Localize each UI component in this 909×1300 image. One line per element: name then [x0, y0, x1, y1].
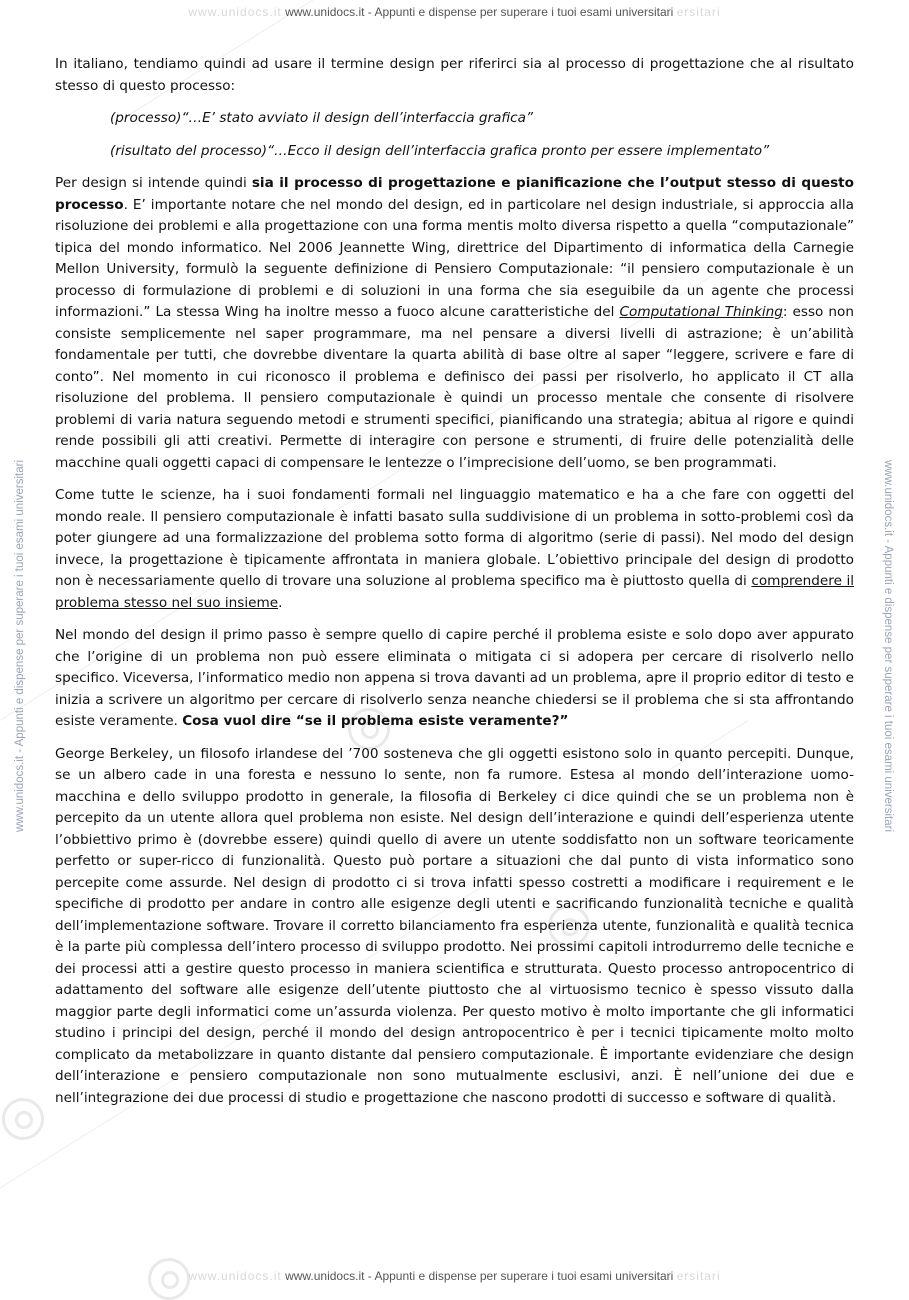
computational-thinking-term: Computational Thinking [619, 304, 783, 320]
paragraph-berkeley: George Berkeley, un filosofo irlandese del ’700 sosteneva che gli oggetti esistono solo in quanto percepiti. Dunque, se un albero cade in una foresta e nessuno lo sente, non fa rumore. Estesa al mondo dell’interazione uomo-macchina e dello sviluppo prodotto in generale, la filosofia di Berkeley ci dice quindi che se un problema non è percepito da un utente allora quel problema non esiste. Nel design dell’interazione e quindi dell’esperienza utente l’obbiettivo primo è (dovrebbe essere) quindi quello di avere un utente soddisfatto non un software teoricamente perfetto or super-ricco di funzionalità. Questo può portare a situazioni che dal punto di vista informatico sono percepite come assurde. Nel design di prodotto ci si trova infatti spesso costretti a modificare i requirement e le specifiche di prodotto per andare in contro alle esigenze degli utenti e sacrificando funzionalità tecniche e qualità dell’implementazione software. Trovare il corretto bilanciamento fra esperienza utente, funzionalità e qualità tecnica è la parte più complessa dell’intero processo di sviluppo prodotto. Nei prossimi capitoli introdurremo delle tecniche e dei processi atti a gestire questo processo in maniera scientifica e strutturata. Questo processo antropocentrico di adattamento del software alle esigenze dell’utente piuttosto che al virtuosismo tecnico è spesso vissuto dalla maggior parte degli informatici come un’assurda violenza. Per questo motivo è molto importante che gli informatici studino i principi del design, perché il mondo del design antropocentrico è per i tecnici tipicamente molto molto complicato da metabolizzare in quanto distante dal pensiero computazionale. È importante evidenziare che design dell’interazione e pensiero computazionale non sono mutualmente esclusivi, anzi. È nell’unione dei due e nell’integrazione dei due processi di studio e progettazione che nascono prodotti di successo e software di qualità. [55, 745, 854, 1106]
paragraph-text: . [278, 594, 283, 611]
paragraph-text: : esso non consiste semplicemente nel saper programmare, ma nel pensare a diversi livelli di astrazione; è un’abilità fondamentale per tutti, che dovrebbe diventare la quarta abilità di base oltre al saper “leggere, scrivere e fare di conto”. Nel momento in cui riconosco il problema e definisco dei passi per risolverlo, ho applicato il CT alla risoluzione del problema. Il pensiero computazionale è quindi un processo mentale che consente di risolvere problemi di varia natura seguendo metodi e strumenti specifici, pianificando una strategia; abitua al rigore e quindi rende possibili gli atti creativi. Permette di interagire con persone e strumenti, di fruire delle potenzialità delle macchine quali oggetti capaci di compensare le lentezze o l’imprecisione dell’uomo, se ben programmati. [55, 304, 854, 471]
paragraph-text: . E’ importante notare che nel mondo del design, ed in particolare nel design industriale, si approccia alla risoluzione dei problemi e alla progettazione con una forma mentis molto diversa rispetto a quella “computazionale” tipica del mondo informatico. Nel 2006 Jeannette Wing, direttrice del Dipartimento di informatica della Carnegie Mellon University, formulò la seguente definizione di Pensiero Computazionale: “il pensiero computazionale è un processo di formulazione di problemi e di soluzioni in una forma che sia eseguibile da un agente che processi informazioni.” La stessa Wing ha inoltre messo a fuoco alcune caratteristiche del [55, 196, 854, 320]
paragraph-computational-thinking [55, 173, 854, 474]
document-body [55, 54, 854, 1120]
watermark-footer [0, 1269, 909, 1283]
bold-definition: sia il processo di progettazione e pianificazione che l’output stesso di questo processo [55, 175, 854, 213]
paragraph-design-first-step [55, 625, 854, 733]
watermark-ghost-text: www.unidocs.it [188, 5, 282, 19]
watermark-side-left: www.unidocs.it - Appunti e dispense per superare i tuoi esami universitari [14, 459, 26, 833]
watermark-logo-icon [2, 1098, 44, 1140]
watermark-ghost-text: www.unidocs.it [188, 1269, 282, 1283]
paragraph-text: Per design si intende quindi [55, 175, 252, 191]
underlined-phrase: comprendere il problema stesso nel suo insieme [55, 573, 855, 611]
watermark-ghost-text: ersitari [676, 1269, 721, 1283]
watermark-header [0, 5, 909, 19]
watermark-side-right: www.unidocs.it - Appunti e dispense per superare i tuoi esami universitari [882, 459, 894, 833]
watermark-header-text: www.unidocs.it - Appunti e dispense per superare i tuoi esami universitari [285, 5, 674, 19]
example-quote: (risultato del processo)“…Ecco il design dell’interfaccia grafica pronto per essere implementato” [110, 142, 770, 159]
paragraph-sciences [55, 485, 854, 614]
intro-paragraph: In italiano, tendiamo quindi ad usare il termine design per riferirci sia al processo di progettazione che al risultato stesso di questo processo: [55, 56, 854, 94]
example-quote: (processo)“…E’ stato avviato il design dell’interfaccia grafica” [110, 110, 534, 126]
paragraph-text: Nel mondo del design il primo passo è sempre quello di capire perché il problema esiste e solo dopo aver appurato che l’origine di un problema non può essere eliminata o mitigata ci si adopera per cercare di risolverlo nello specifico. Viceversa, l’informatico medio non appena si trova davanti ad un problema, apre il proprio editor di testo e inizia a scrivere un algoritmo per cercare di risolverlo senza neanche chiedersi se il problema che si sta affrontando esiste veramente. [55, 627, 854, 729]
watermark-footer-text: www.unidocs.it - Appunti e dispense per superare i tuoi esami universitari [285, 1269, 674, 1283]
bold-question: Cosa vuol dire “se il problema esiste veramente?” [182, 713, 569, 729]
paragraph-text: Come tutte le scienze, ha i suoi fondamenti formali nel linguaggio matematico e ha a che fare con oggetti del mondo reale. Il pensiero computazionale è infatti basato sulla suddivisione di un problema in sotto-problemi così da poter giungere ad una formalizzazione del problema sotto forma di algoritmo (serie di passi). Nel modo del design invece, la progettazione è tipicamente affrontata in maniera globale. L’obiettivo principale del design di prodotto non è necessariamente quello di trovare una soluzione al problema specifico ma è piuttosto quella di [55, 487, 854, 589]
watermark-ghost-text: ersitari [676, 5, 721, 19]
